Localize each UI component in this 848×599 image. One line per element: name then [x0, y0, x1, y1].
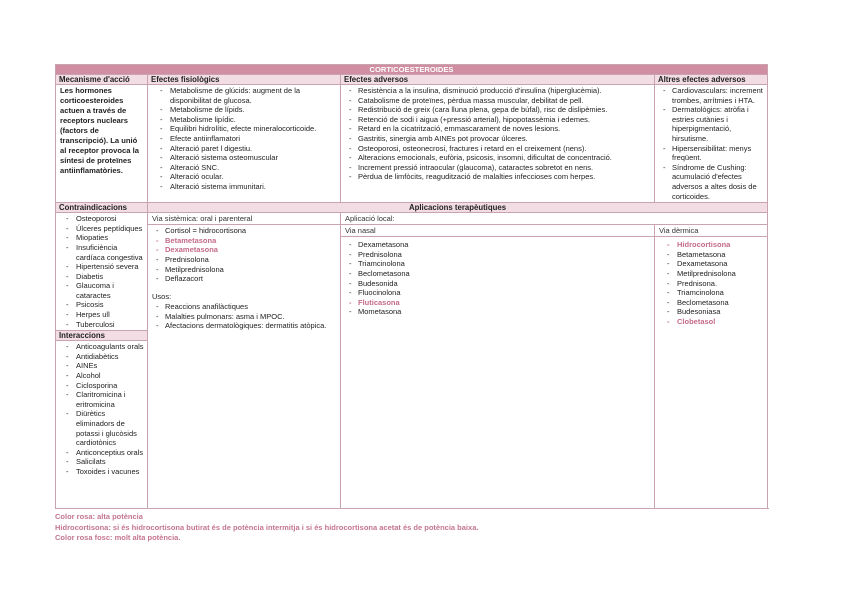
list-item: - Budesonida	[345, 279, 651, 289]
list-item: - Equilibri hidrolític, efecte mineralocorticoide.	[152, 124, 337, 134]
list-item: - Alteració SNC.	[152, 163, 337, 173]
dermal-title: Via dèrmica	[655, 225, 767, 237]
header-applications: Aplicacions terapèutiques	[148, 203, 768, 213]
list-item: - Osteoporosi	[58, 214, 145, 224]
list-item: - Dexametasona	[659, 259, 764, 269]
list-item: - Hipertensió severa	[58, 262, 145, 272]
contraindications-interactions-cell	[56, 213, 148, 509]
list-item: - Increment pressió intraocular (glaucoma), cataractes sobretot en nens.	[345, 163, 651, 173]
list-item: - Efecte antiinflamatori	[152, 134, 337, 144]
other-adverse-list	[659, 86, 764, 201]
list-item: - Alteració paret l digestiu.	[152, 144, 337, 154]
list-item: - Metilprednisolona	[152, 265, 337, 275]
uses-list	[152, 302, 337, 331]
list-item: - Insuficiència cardíaca congestiva	[58, 243, 145, 262]
list-item: - Clobetasol	[659, 317, 764, 327]
list-item: - Alteració sistema osteomuscular	[152, 153, 337, 163]
list-item: - Alteracions emocionals, eufòria, psicosis, insomni, dificultat de concentració.	[345, 153, 651, 163]
list-item: - Triamcinolona	[659, 288, 764, 298]
note-pink: Color rosa: alta potència	[55, 512, 143, 521]
list-item: - Retenció de sodi i aigua (+pressió arterial), hipopotassèmia i edemes.	[345, 115, 651, 125]
nasal-cell	[341, 225, 655, 509]
table-title: CORTICOESTEROIDES	[56, 65, 768, 75]
list-item: - Glaucoma i cataractes	[58, 281, 145, 300]
list-item: - Diabetis	[58, 272, 145, 282]
note-dark-pink: Color rosa fosc: molt alta potència.	[55, 533, 181, 543]
legend-notes	[55, 512, 478, 544]
list-item: - Alteració ocular.	[152, 172, 337, 182]
contraindications-list	[56, 213, 147, 330]
list-item: - Claritromicina i eritromicina	[58, 390, 145, 409]
list-item: - Redistribució de greix (cara lluna plena, gepa de búfal), risc de dislipèmies.	[345, 105, 651, 115]
list-item: - Beclometasona	[345, 269, 651, 279]
list-item: - Toxoides i vacunes	[58, 467, 145, 477]
header-adverse: Efectes adversos	[341, 75, 655, 85]
list-item: - Metabolisme lipídic.	[152, 115, 337, 125]
list-item: - Úlceres peptídiques	[58, 224, 145, 234]
systemic-title: Via sistèmica: oral i parenteral	[148, 213, 341, 225]
list-item: - Metabolisme de lípids.	[152, 105, 337, 115]
list-item: - Reaccions anafilàctiques	[152, 302, 337, 312]
list-item: - Betametasona	[152, 236, 337, 246]
list-item: - Malalties pulmonars: asma i MPOC.	[152, 312, 337, 322]
list-item: - Herpes ull	[58, 310, 145, 320]
list-item: - Deflazacort	[152, 274, 337, 284]
list-item: - Resistència a la insulina, disminució producció d'insulina (hiperglucèmia).	[345, 86, 651, 96]
list-item: - Antidiabètics	[58, 352, 145, 362]
list-item: - Cortisol = hidrocortisona	[152, 226, 337, 236]
list-item: - Salicilats	[58, 457, 145, 467]
list-item: - Hipersensibilitat: menys freqüent.	[659, 144, 764, 163]
list-item: - Pèrdua de limfòcits, reagudització de malalties infeccioses com herpes.	[345, 172, 651, 182]
list-item: - Beclometasona	[659, 298, 764, 308]
list-item: - Prednisona.	[659, 279, 764, 289]
list-item: - Mometasona	[345, 307, 651, 317]
local-title: Aplicació local:	[341, 213, 768, 225]
header-physiological: Efectes fisiològics	[148, 75, 341, 85]
mechanism-cell: Les hormones corticoesteroides actuen a través de receptors nuclears (factors de transcripció). La unió al receptor provoca la síntesi de proteïnes antiinflamatòries.	[56, 85, 148, 203]
list-item: - Anticoagulants orals	[58, 342, 145, 352]
list-item: - Retard en la cicatrització, emmascarament de noves lesions.	[345, 124, 651, 134]
list-item: - Anticonceptius orals	[58, 448, 145, 458]
list-item: - Dexametasona	[152, 245, 337, 255]
list-item: - Osteoporosi, osteonecrosi, fractures i retard en el creixement (nens).	[345, 144, 651, 154]
list-item: - AINEs	[58, 361, 145, 371]
uses-title: Usos:	[152, 291, 172, 301]
systemic-cell	[148, 225, 341, 509]
list-item: - Betametasona	[659, 250, 764, 260]
list-item: - Afectacions dermatològiques: dermatitis atòpica.	[152, 321, 337, 331]
list-item: - Fluticasona	[345, 298, 651, 308]
nasal-title: Via nasal	[341, 225, 654, 237]
systemic-drugs-list	[152, 226, 337, 284]
list-item: - Dermatològics: atròfia i estries cutànies i hiperpigmentació, hirsutisme.	[659, 105, 764, 143]
adverse-list	[345, 86, 651, 182]
header-contraindications: Contraindicacions	[56, 203, 148, 213]
physiological-list	[152, 86, 337, 192]
list-item: - Fluocinolona	[345, 288, 651, 298]
list-item: - Gastritis, sinergia amb AINEs pot provocar úlceres.	[345, 134, 651, 144]
interactions-list	[56, 341, 147, 477]
list-item: - Triamcinolona	[345, 259, 651, 269]
dermal-drugs-list	[655, 237, 767, 327]
note-hydrocortisone: Hidrocortisona: si és hidrocortisona butirat és de potència intermitja i si és hidrocortisona acetat és de potència baixa.	[55, 522, 479, 532]
list-item: - Cardiovasculars: increment trombes, arrítmies i HTA.	[659, 86, 764, 105]
adverse-cell	[341, 85, 655, 203]
list-item: - Ciclosporina	[58, 381, 145, 391]
list-item: - Budesoniasa	[659, 307, 764, 317]
list-item: - Catabolisme de proteïnes, pèrdua massa muscular, debilitat de pell.	[345, 96, 651, 106]
dermal-cell	[655, 225, 768, 509]
list-item: - Psicosis	[58, 300, 145, 310]
header-mechanism: Mecanisme d'acció	[56, 75, 148, 85]
list-item: - Alcohol	[58, 371, 145, 381]
list-item: - Metilprednisolona	[659, 269, 764, 279]
list-item: - Miopaties	[58, 233, 145, 243]
list-item: - Hidrocortisona	[659, 240, 764, 250]
list-item: - Dexametasona	[345, 240, 651, 250]
header-interactions: Interaccions	[56, 330, 147, 341]
list-item: - Tuberculosi	[58, 320, 145, 330]
list-item: - Prednisolona	[345, 250, 651, 260]
list-item: - Alteració sistema immunitari.	[152, 182, 337, 192]
physiological-cell	[148, 85, 341, 203]
list-item: - Metabolisme de glúcids: augment de la disponibilitat de glucosa.	[152, 86, 337, 105]
corticosteroids-table	[55, 64, 768, 509]
list-item: - Prednisolona	[152, 255, 337, 265]
header-other-adverse: Altres efectes adversos	[655, 75, 768, 85]
nasal-drugs-list	[341, 237, 654, 318]
corticosteroids-table-container	[55, 64, 767, 509]
list-item: - Síndrome de Cushing: acumulació d'efectes adversos a altes dosis de corticoides.	[659, 163, 764, 201]
other-adverse-cell	[655, 85, 768, 203]
list-item: - Diürètics eliminadors de potassi i glucòsids cardiotònics	[58, 409, 145, 447]
